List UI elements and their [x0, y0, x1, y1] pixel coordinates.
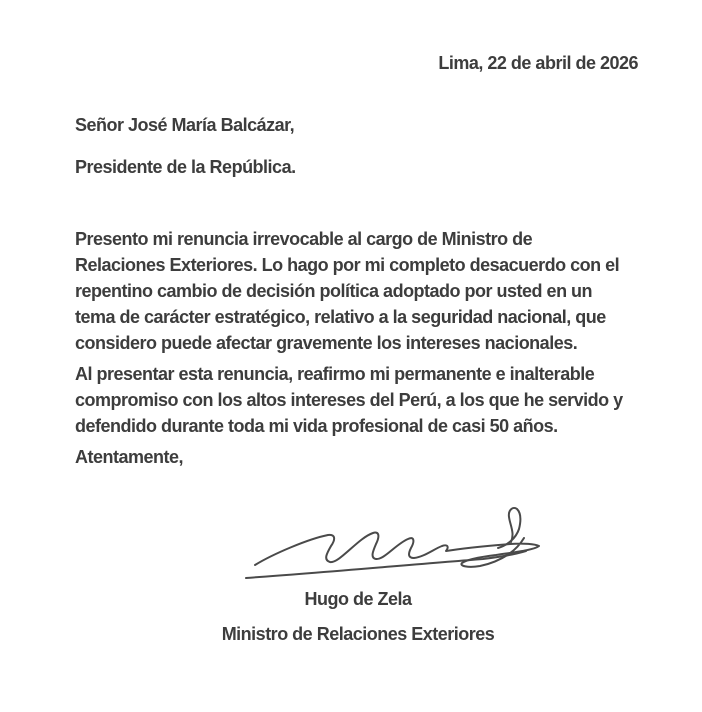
body-paragraph-1	[75, 226, 662, 356]
letter-date: Lima, 22 de abril de 2026	[438, 53, 638, 73]
paragraph-line: Al presentar esta renuncia, reafirmo mi permanente e inalterable	[75, 364, 595, 384]
recipient-title: Presidente de la República.	[75, 157, 296, 177]
paragraph-line: repentino cambio de decisión política adoptado por usted en un	[75, 281, 593, 301]
paragraph-line: defendido durante toda mi vida profesional de casi 50 años.	[75, 416, 558, 436]
paragraph-line: compromiso con los altos intereses del Perú, a los que he servido y	[75, 390, 623, 410]
signer-name: Hugo de Zela	[304, 589, 412, 609]
paragraph-line: Presento mi renuncia irrevocable al cargo de Ministro de	[75, 229, 533, 249]
paragraph-line: Relaciones Exteriores. Lo hago por mi completo desacuerdo con el	[75, 255, 620, 275]
paragraph-line: considero puede afectar gravemente los intereses nacionales.	[75, 333, 578, 353]
closing-salutation: Atentamente,	[75, 447, 184, 467]
signer-title: Ministro de Relaciones Exteriores	[221, 624, 495, 644]
paragraph-line: tema de carácter estratégico, relativo a la seguridad nacional, que	[75, 307, 606, 327]
recipient-name: Señor José María Balcázar,	[75, 115, 295, 135]
body-paragraph-2	[75, 361, 662, 439]
handwritten-signature-image	[228, 502, 548, 590]
